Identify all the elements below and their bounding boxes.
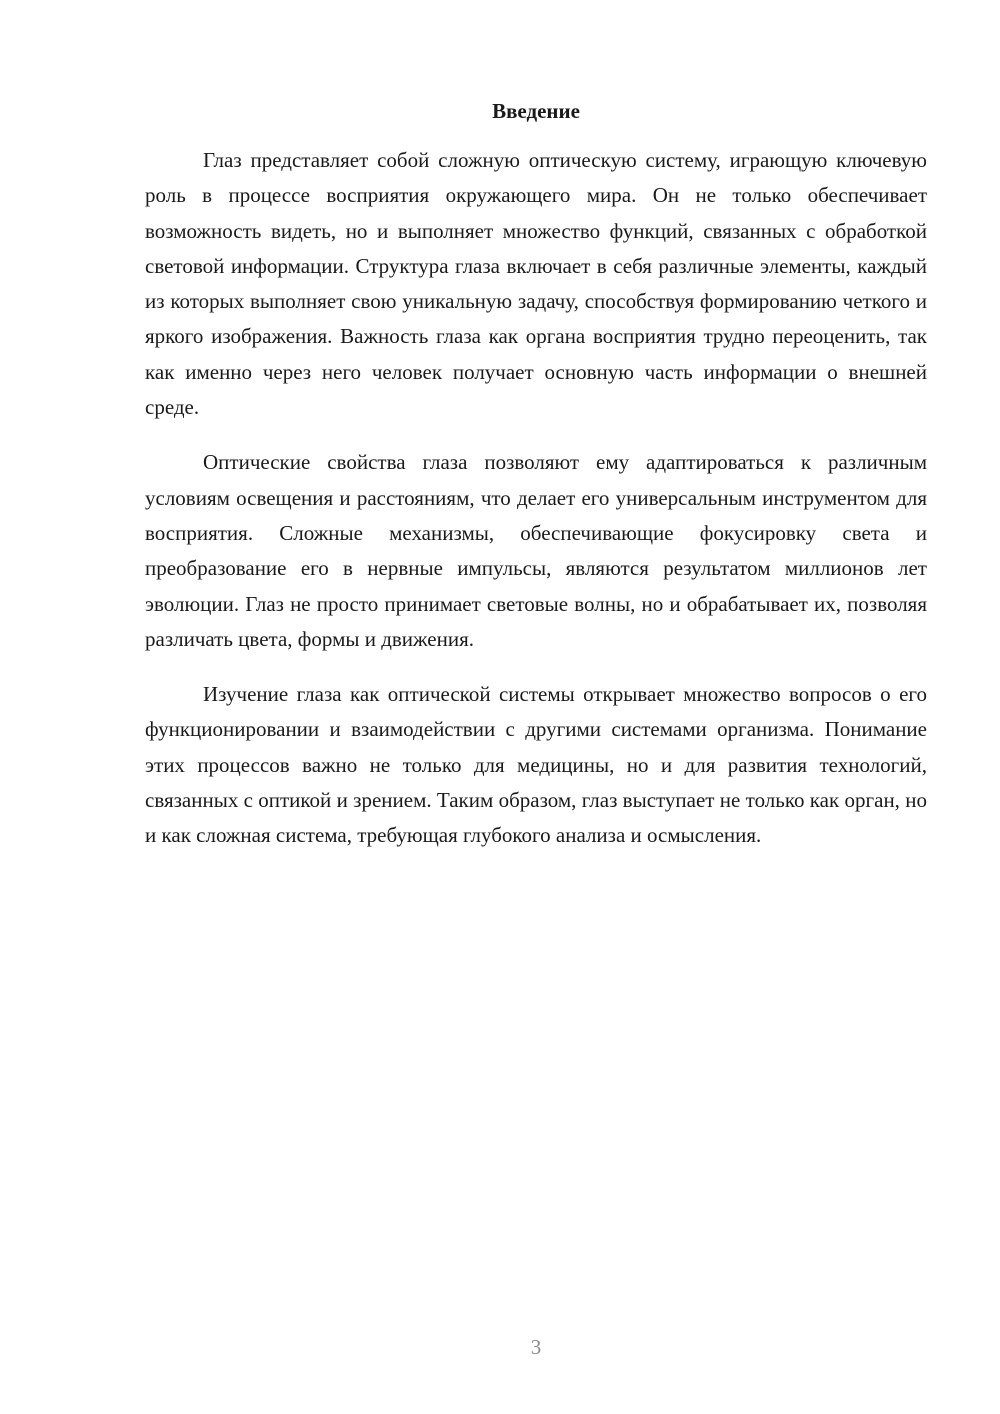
paragraph-1: Глаз представляет собой сложную оптическую систему, играющую ключевую роль в процессе восприятия окружающего мира. Он не только обеспечивает возможность видеть, но и выполняет множество функций, связанных с обработкой световой информации. Структура глаза включает в себя различные элементы, каждый из которых выполняет свою уникальную задачу, способствуя формированию четкого и яркого изображения. Важность глаза как органа восприятия трудно переоценить, так как именно через него человек получает основную часть информации о внешней среде. — [145, 148, 927, 420]
paragraph-3: Изучение глаза как оптической системы открывает множество вопросов о его функционировании и взаимодействии с другими системами организма. Понимание этих процессов важно не только для медицины, но и для развития технологий, связанных с оптикой и зрением. Таким образом, глаз выступает не только как орган, но и как сложная система, требующая глубокого анализа и осмысления. — [145, 682, 927, 848]
paragraph-2: Оптические свойства глаза позволяют ему адаптироваться к различным условиям освещения и расстояниям, что делает его универсальным инструментом для восприятия. Сложные механизмы, обеспечивающие фокусировку света и преобразование его в нервные импульсы, являются результатом миллионов лет эволюции. Глаз не просто принимает световые волны, но и обрабатывает их, позволяя различать цвета, формы и движения. — [145, 450, 927, 651]
page-title: Введение — [492, 99, 580, 123]
page-number: 3 — [530, 1335, 542, 1359]
document-body — [145, 143, 927, 874]
